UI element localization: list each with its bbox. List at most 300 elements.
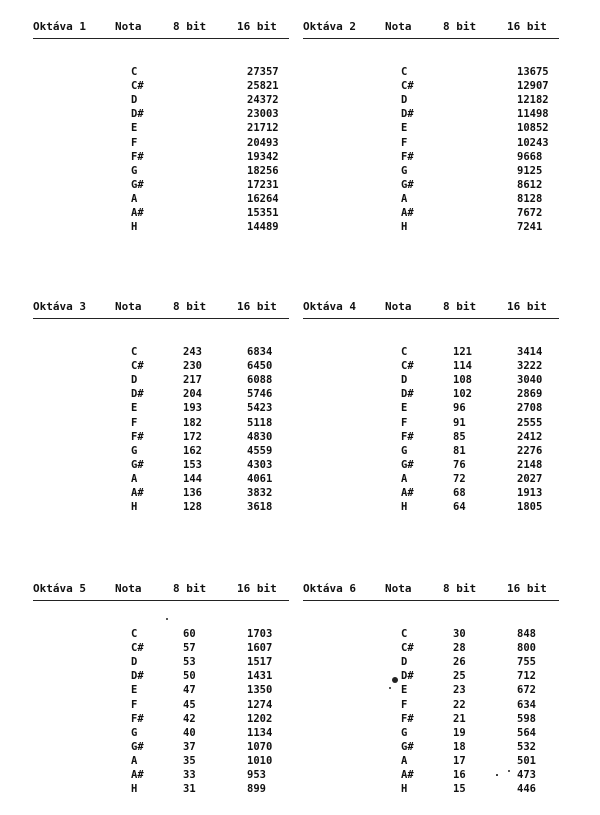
note-name: G# [401,458,414,471]
table-row [33,683,295,697]
column-header-16bit: 16 bit [507,582,547,595]
value-16bit: 16264 [247,192,279,205]
note-name: A [131,754,138,767]
value-16bit: 6834 [247,346,273,358]
note-name: D [131,94,138,107]
table-row [33,220,295,234]
note-name: G [401,726,408,739]
table-header [303,300,565,314]
value-16bit: 800 [517,642,536,655]
value-16bit: 10243 [517,136,549,149]
note-name: A [131,472,138,485]
octave-table [33,300,295,518]
table-row [33,669,295,683]
octave-table [303,582,565,800]
table-row [33,387,295,401]
value-8bit: 85 [453,430,466,443]
table-row [303,458,565,472]
value-8bit: 217 [183,374,202,387]
value-16bit: 11498 [517,108,549,121]
header-rule [33,38,289,39]
scan-speck [496,774,498,776]
table-row [33,754,295,768]
table-row [303,500,565,514]
value-16bit: 1431 [247,670,273,683]
value-16bit: 1703 [247,628,273,640]
value-16bit: 564 [517,726,536,739]
value-16bit: 3222 [517,360,543,373]
note-name: A [401,754,408,767]
note-name: D [401,94,408,107]
table-row [303,150,565,164]
value-8bit: 64 [453,501,466,514]
value-16bit: 14489 [247,221,279,234]
header-rule [33,318,289,319]
octave-label: Oktáva 6 [303,582,356,595]
note-name: E [131,402,138,415]
value-16bit: 848 [517,628,536,640]
note-name: E [401,402,408,415]
value-8bit: 33 [183,769,196,781]
value-8bit: 23 [453,684,466,697]
value-16bit: 1913 [517,487,543,499]
table-header [33,582,295,596]
note-name: G# [401,740,414,753]
table-row [33,627,295,641]
note-name: G [131,164,138,177]
note-name: G# [131,740,144,753]
table-row [303,178,565,192]
value-8bit: 30 [453,628,466,640]
value-16bit: 15351 [247,207,279,219]
table-row [303,486,565,500]
table-row [303,740,565,754]
column-header-8bit: 8 bit [443,20,477,33]
note-name: G [401,444,408,457]
value-8bit: 114 [453,360,472,373]
octave-label: Oktáva 4 [303,300,356,313]
value-16bit: 2027 [517,472,543,485]
table-row [33,486,295,500]
value-8bit: 108 [453,374,472,387]
value-16bit: 13675 [517,66,549,78]
table-row [33,93,295,107]
octave-table [33,20,295,238]
column-header-nota: Nota [115,20,142,33]
note-name: A [401,472,408,485]
column-header-8bit: 8 bit [173,300,207,313]
value-16bit: 1805 [517,501,543,514]
column-header-nota: Nota [115,582,142,595]
note-name: C# [131,360,144,373]
column-header-16bit: 16 bit [237,300,277,313]
table-row [303,107,565,121]
table-row [303,192,565,206]
column-header-8bit: 8 bit [173,20,207,33]
value-8bit: 16 [453,769,466,781]
octave-table [303,300,565,518]
column-header-nota: Nota [385,20,412,33]
table-row [303,444,565,458]
value-8bit: 243 [183,346,202,358]
value-8bit: 68 [453,487,466,499]
table-row [303,683,565,697]
note-name: H [401,783,408,796]
value-16bit: 4061 [247,472,273,485]
note-name: A# [401,487,414,499]
note-name: A# [131,207,144,219]
value-8bit: 162 [183,444,202,457]
table-row [303,472,565,486]
note-name: C [131,346,138,358]
note-name: D# [401,670,414,683]
table-row [303,627,565,641]
value-8bit: 37 [183,740,196,753]
octave-label: Oktáva 3 [33,300,86,313]
column-header-nota: Nota [115,300,142,313]
value-8bit: 230 [183,360,202,373]
table-row [303,726,565,740]
note-name: H [401,221,408,234]
table-row [33,136,295,150]
note-name: D# [131,388,144,401]
header-rule [303,600,559,601]
note-name: D [401,656,408,669]
value-16bit: 25821 [247,80,279,93]
octave-label: Oktáva 1 [33,20,86,33]
value-8bit: 50 [183,670,196,683]
table-row [33,192,295,206]
note-name: F [131,698,138,711]
value-16bit: 2148 [517,458,543,471]
value-16bit: 7241 [517,221,543,234]
value-8bit: 40 [183,726,196,739]
table-row [303,698,565,712]
value-16bit: 2412 [517,430,543,443]
value-16bit: 3414 [517,346,543,358]
note-name: C# [401,360,414,373]
value-8bit: 76 [453,458,466,471]
note-name: C [401,628,408,640]
value-16bit: 5423 [247,402,273,415]
table-header [33,20,295,34]
value-16bit: 953 [247,769,266,781]
header-rule [303,38,559,39]
value-8bit: 26 [453,656,466,669]
note-name: G [401,164,408,177]
value-16bit: 4559 [247,444,273,457]
value-16bit: 7672 [517,207,543,219]
value-16bit: 1274 [247,698,273,711]
table-row [303,136,565,150]
table-row [303,79,565,93]
value-8bit: 17 [453,754,466,767]
scan-speck [508,770,510,772]
table-row [303,768,565,782]
value-8bit: 128 [183,501,202,514]
table-row [303,387,565,401]
header-rule [303,318,559,319]
value-16bit: 4303 [247,458,273,471]
value-16bit: 2708 [517,402,543,415]
value-8bit: 25 [453,670,466,683]
value-8bit: 172 [183,430,202,443]
note-name: D [131,656,138,669]
value-16bit: 1202 [247,712,273,725]
note-name: A [131,192,138,205]
value-8bit: 72 [453,472,466,485]
value-16bit: 6088 [247,374,273,387]
note-name: D# [401,108,414,121]
table-row [33,458,295,472]
value-16bit: 17231 [247,178,279,191]
value-8bit: 21 [453,712,466,725]
column-header-nota: Nota [385,300,412,313]
table-row [303,121,565,135]
octave-label: Oktáva 5 [33,582,86,595]
value-8bit: 22 [453,698,466,711]
scan-speck [166,618,168,620]
table-row [33,726,295,740]
note-name: D# [131,670,144,683]
table-row [33,373,295,387]
table-row [303,655,565,669]
column-header-nota: Nota [385,582,412,595]
value-8bit: 96 [453,402,466,415]
table-row [33,472,295,486]
value-16bit: 672 [517,684,536,697]
table-row [33,768,295,782]
note-name: A [401,192,408,205]
note-name: A# [401,207,414,219]
table-row [303,712,565,726]
value-16bit: 1134 [247,726,273,739]
value-8bit: 53 [183,656,196,669]
note-name: F# [401,430,414,443]
value-16bit: 3040 [517,374,543,387]
value-16bit: 10852 [517,122,549,135]
value-8bit: 42 [183,712,196,725]
value-16bit: 3618 [247,501,273,514]
note-name: F [131,136,138,149]
value-8bit: 136 [183,487,202,499]
value-8bit: 144 [183,472,202,485]
column-header-16bit: 16 bit [237,582,277,595]
note-name: G# [131,178,144,191]
table-row [33,740,295,754]
note-name: G# [401,178,414,191]
note-name: C# [401,642,414,655]
note-name: F [401,698,408,711]
value-16bit: 12907 [517,80,549,93]
table-row [303,782,565,796]
value-16bit: 755 [517,656,536,669]
note-name: H [401,501,408,514]
column-header-16bit: 16 bit [237,20,277,33]
note-name: F# [131,150,144,163]
value-8bit: 47 [183,684,196,697]
value-16bit: 19342 [247,150,279,163]
scan-speck [392,677,398,683]
value-16bit: 501 [517,754,536,767]
value-8bit: 28 [453,642,466,655]
value-16bit: 598 [517,712,536,725]
table-row [33,500,295,514]
column-header-8bit: 8 bit [173,582,207,595]
value-8bit: 182 [183,416,202,429]
note-name: A# [131,487,144,499]
value-16bit: 12182 [517,94,549,107]
value-16bit: 5118 [247,416,273,429]
value-16bit: 9125 [517,164,543,177]
note-name: D [401,374,408,387]
scan-speck [389,687,391,689]
note-name: F [131,416,138,429]
value-16bit: 27357 [247,66,279,78]
value-16bit: 712 [517,670,536,683]
value-8bit: 81 [453,444,466,457]
value-8bit: 19 [453,726,466,739]
value-16bit: 1070 [247,740,273,753]
table-row [303,416,565,430]
table-row [303,65,565,79]
table-row [33,698,295,712]
value-16bit: 6450 [247,360,273,373]
column-header-16bit: 16 bit [507,20,547,33]
table-row [303,430,565,444]
note-name: F# [131,712,144,725]
table-row [33,164,295,178]
octave-table [33,582,295,800]
note-name: E [131,122,138,135]
table-row [33,107,295,121]
octave-label: Oktáva 2 [303,20,356,33]
table-row [33,178,295,192]
value-16bit: 5746 [247,388,273,401]
table-row [33,444,295,458]
value-8bit: 45 [183,698,196,711]
value-16bit: 20493 [247,136,279,149]
value-8bit: 60 [183,628,196,640]
table-row [303,373,565,387]
table-row [303,401,565,415]
note-name: C [401,346,408,358]
value-16bit: 18256 [247,164,279,177]
note-name: E [131,684,138,697]
value-8bit: 91 [453,416,466,429]
note-name: H [131,221,138,234]
note-name: D [131,374,138,387]
note-name: F [401,136,408,149]
value-8bit: 18 [453,740,466,753]
note-name: E [401,684,408,697]
note-name: C# [401,80,414,93]
value-8bit: 35 [183,754,196,767]
table-row [33,345,295,359]
note-name: D# [401,388,414,401]
value-16bit: 9668 [517,150,543,163]
table-row [33,150,295,164]
value-8bit: 57 [183,642,196,655]
value-8bit: 204 [183,388,202,401]
value-8bit: 193 [183,402,202,415]
value-16bit: 1607 [247,642,273,655]
value-16bit: 473 [517,769,536,781]
value-16bit: 899 [247,783,266,796]
table-row [303,359,565,373]
note-name: F [401,416,408,429]
note-name: C [131,628,138,640]
value-16bit: 532 [517,740,536,753]
note-name: G [131,444,138,457]
note-name: C [131,66,138,78]
octave-table [303,20,565,238]
column-header-8bit: 8 bit [443,300,477,313]
note-name: A# [401,769,414,781]
table-row [33,206,295,220]
table-row [303,164,565,178]
value-8bit: 15 [453,783,466,796]
value-8bit: 121 [453,346,472,358]
value-16bit: 634 [517,698,536,711]
value-16bit: 8612 [517,178,543,191]
table-row [303,93,565,107]
value-16bit: 1350 [247,684,273,697]
note-name: F# [401,712,414,725]
table-row [303,754,565,768]
value-8bit: 102 [453,388,472,401]
value-16bit: 446 [517,783,536,796]
note-name: G [131,726,138,739]
table-row [303,641,565,655]
value-8bit: 153 [183,458,202,471]
table-row [33,712,295,726]
header-rule [33,600,289,601]
column-header-8bit: 8 bit [443,582,477,595]
table-row [33,430,295,444]
value-16bit: 2276 [517,444,543,457]
note-name: H [131,501,138,514]
value-16bit: 4830 [247,430,273,443]
table-row [33,416,295,430]
value-16bit: 24372 [247,94,279,107]
column-header-16bit: 16 bit [507,300,547,313]
value-16bit: 2869 [517,388,543,401]
value-16bit: 23003 [247,108,279,121]
note-name: G# [131,458,144,471]
value-16bit: 8128 [517,192,543,205]
value-16bit: 21712 [247,122,279,135]
table-row [33,782,295,796]
table-row [33,79,295,93]
table-row [303,206,565,220]
note-name: E [401,122,408,135]
note-name: C# [131,642,144,655]
note-name: C [401,66,408,78]
table-row [33,121,295,135]
note-name: F# [131,430,144,443]
note-name: H [131,783,138,796]
table-header [303,582,565,596]
table-row [303,220,565,234]
table-header [303,20,565,34]
value-16bit: 1010 [247,754,273,767]
table-header [33,300,295,314]
note-name: C# [131,80,144,93]
note-name: D# [131,108,144,121]
value-8bit: 31 [183,783,196,796]
table-row [33,641,295,655]
